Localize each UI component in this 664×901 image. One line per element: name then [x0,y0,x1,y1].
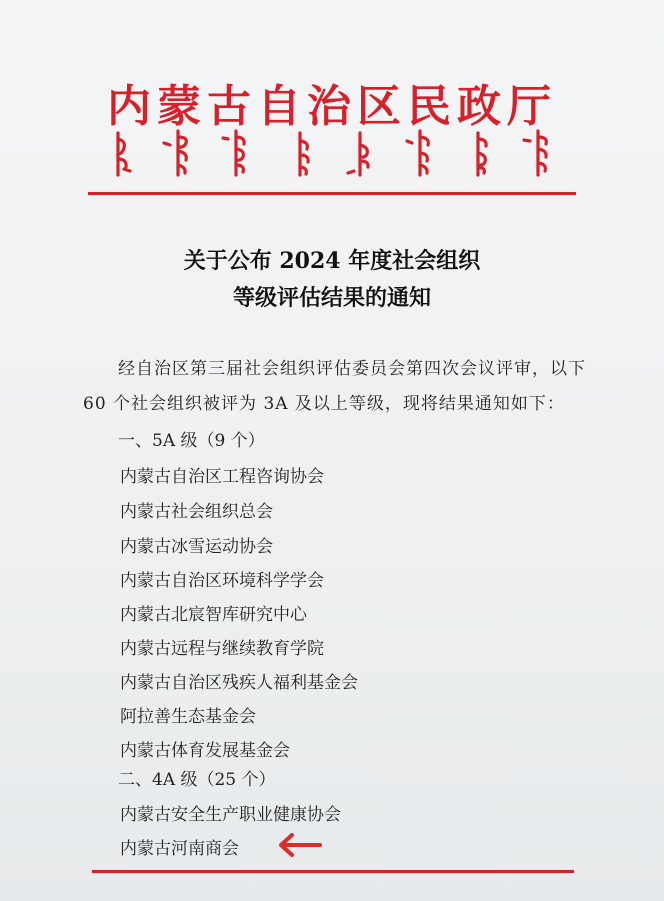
org-list-item: 内蒙古自治区环境科学学会 [120,571,324,591]
org-list-item: 内蒙古自治区工程咨询协会 [120,467,324,487]
notice-title-line-1: 关于公布 2024 年度社会组织 [183,248,481,274]
section-heading-4a: 二、4A 级（25 个） [118,770,276,790]
org-list-item: 内蒙古社会组织总会 [120,502,273,522]
org-list-item: 阿拉善生态基金会 [120,707,256,727]
left-arrow-icon [276,832,324,858]
intro-paragraph-line-2: 60 个社会组织被评为 3A 及以上等级，现将结果通知如下： [83,394,565,414]
intro-paragraph-line-1: 经自治区第三届社会组织评估委员会第四次会议评审，以下 [118,359,586,379]
header-divider [88,192,576,195]
org-list-item: 内蒙古远程与继续教育学院 [120,639,324,659]
org-list-item: 内蒙古冰雪运动协会 [120,537,273,557]
mongolian-script-icon [110,125,560,180]
notice-title-line-2: 等级评估结果的通知 [232,285,431,311]
issuing-authority-header: 内蒙古自治区民政厅 [107,82,557,131]
section-heading-5a: 一、5A 级（9 个） [118,431,265,451]
footer-divider [92,870,574,873]
org-list-item: 内蒙古北宸智库研究中心 [120,605,307,625]
org-list-item: 内蒙古自治区残疾人福利基金会 [120,673,358,693]
org-list-item: 内蒙古体育发展基金会 [120,741,290,761]
org-list-item-highlighted: 内蒙古河南商会 [120,839,239,859]
org-list-item: 内蒙古安全生产职业健康协会 [120,805,341,825]
